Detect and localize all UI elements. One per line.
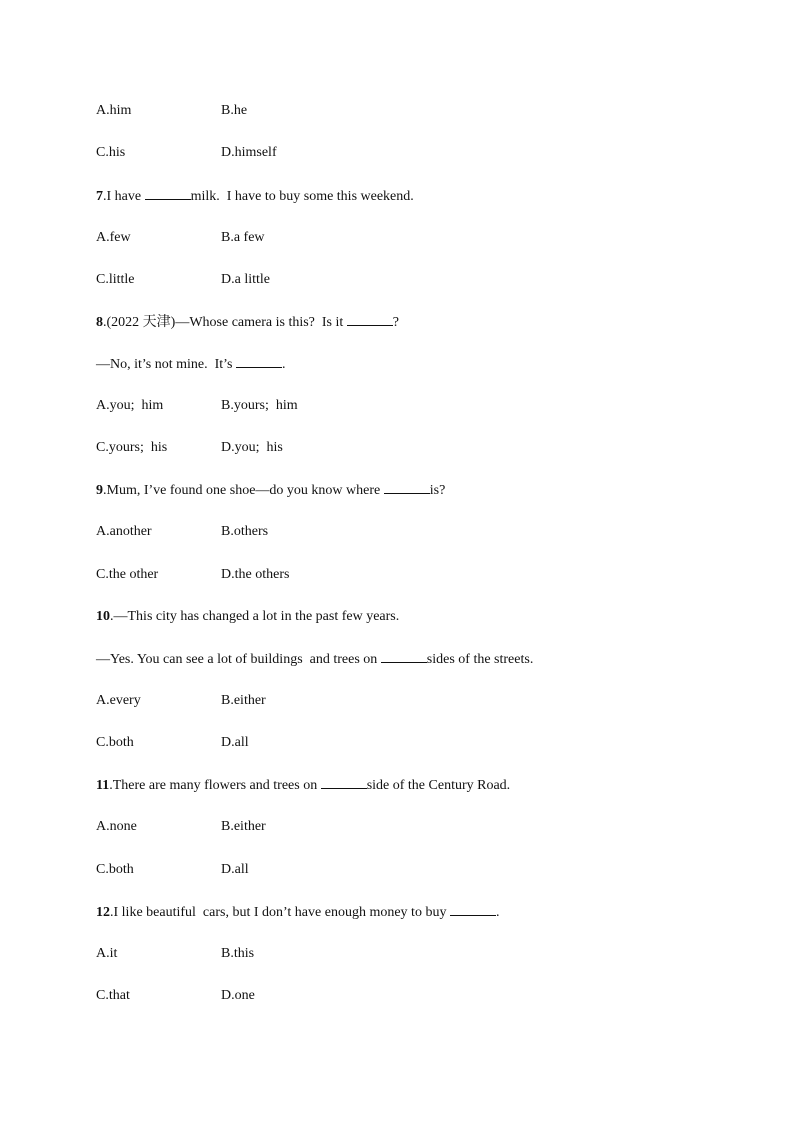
q7-option-a: A.few — [96, 230, 131, 245]
answer-blank — [145, 187, 191, 200]
question-text: —No, it’s not mine. It’s — [96, 357, 236, 372]
q12-option-d: D.one — [221, 988, 255, 1003]
question-text: side of the Century Road. — [366, 778, 511, 793]
q10-option-b: B.either — [221, 693, 266, 708]
q11-option-b: B.either — [221, 819, 266, 834]
q12-option-a: A.it — [96, 946, 118, 961]
question-text: . — [495, 905, 500, 920]
question-7 — [96, 187, 414, 206]
question-text: .(2022 天津)—Whose camera is this? Is it — [103, 315, 347, 330]
question-number: 7 — [96, 189, 103, 204]
q10-option-a: A.every — [96, 693, 141, 708]
question-number: 9 — [96, 483, 103, 498]
q7-option-d: D.a little — [221, 272, 270, 287]
q8-option-b: B.yours; him — [221, 398, 298, 413]
question-9 — [96, 481, 445, 500]
question-text: .I like beautiful cars, but I don’t have enough money to buy — [110, 905, 450, 920]
q11-option-c: C.both — [96, 862, 134, 877]
question-11 — [96, 776, 510, 795]
answer-blank — [450, 903, 496, 916]
question-8 — [96, 313, 399, 332]
question-text: . — [282, 357, 286, 372]
q8-option-a: A.you; him — [96, 398, 164, 413]
q10-option-d: D.all — [221, 735, 249, 750]
question-text: sides of the streets. — [426, 652, 534, 667]
question-number: 12 — [96, 905, 110, 920]
q6-option-d: D.himself — [221, 145, 277, 160]
question-text: is? — [429, 483, 446, 498]
q7-option-b: B.a few — [221, 230, 265, 245]
q11-option-a: A.none — [96, 819, 137, 834]
q11-option-d: D.all — [221, 862, 249, 877]
q6-option-a: A.him — [96, 103, 132, 118]
answer-blank — [321, 776, 367, 789]
question-number: 8 — [96, 315, 103, 330]
q8-option-c: C.yours; his — [96, 440, 168, 455]
question-number: 10 — [96, 609, 110, 624]
question-10 — [96, 608, 399, 626]
q12-option-b: B.this — [221, 946, 255, 961]
q12-option-c: C.that — [96, 988, 130, 1003]
q7-option-c: C.little — [96, 272, 135, 287]
question-12 — [96, 903, 499, 922]
question-text: .I have — [103, 189, 145, 204]
question-8-reply — [96, 355, 286, 374]
question-text: .There are many flowers and trees on — [109, 778, 321, 793]
question-text: —Yes. You can see a lot of buildings and trees on — [96, 652, 381, 667]
answer-blank — [347, 313, 393, 326]
answer-blank — [381, 650, 427, 663]
q6-option-b: B.he — [221, 103, 248, 118]
q9-option-a: A.another — [96, 524, 152, 539]
question-text: ? — [392, 315, 399, 330]
q8-option-d: D.you; his — [221, 440, 283, 455]
answer-blank — [236, 355, 282, 368]
question-10-reply — [96, 650, 533, 669]
question-text: milk. I have to buy some this weekend. — [190, 189, 414, 204]
question-text: .—This city has changed a lot in the past few years. — [110, 609, 400, 624]
q10-option-c: C.both — [96, 735, 134, 750]
q9-option-c: C.the other — [96, 567, 159, 582]
q9-option-d: D.the others — [221, 567, 290, 582]
q6-option-c: C.his — [96, 145, 126, 160]
answer-blank — [384, 481, 430, 494]
question-text: .Mum, I’ve found one shoe—do you know where — [103, 483, 384, 498]
question-number: 11 — [96, 778, 110, 793]
q9-option-b: B.others — [221, 524, 269, 539]
